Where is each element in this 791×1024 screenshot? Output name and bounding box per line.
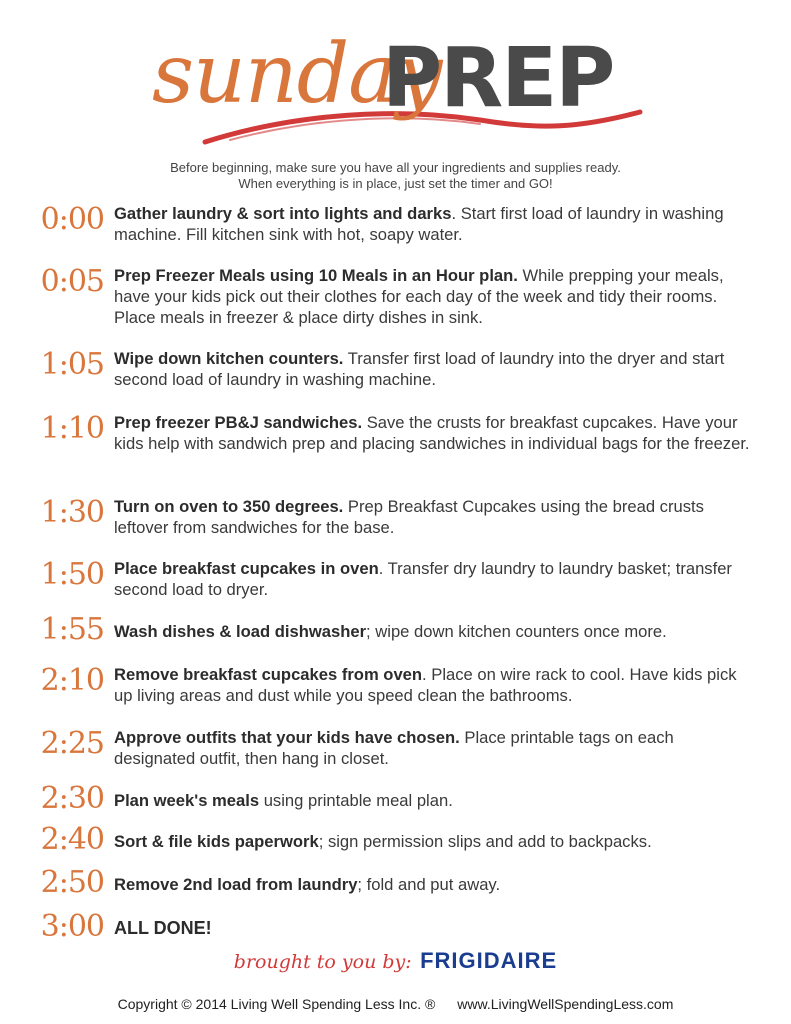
step-bold: Prep Freezer Meals using 10 Meals in an Hour plan. xyxy=(114,266,518,285)
step-description xyxy=(114,348,754,390)
step-description xyxy=(114,265,754,328)
step-description xyxy=(114,874,754,895)
step-description xyxy=(114,496,754,538)
step-text: . Place on wire rack to cool. Have kids pick up living areas and dust while you speed clean the bathrooms. xyxy=(114,665,737,705)
step-text: ; fold and put away. xyxy=(357,875,501,894)
step-description xyxy=(114,412,754,454)
step-time: 2:10 xyxy=(40,663,104,698)
step-bold: Remove breakfast cupcakes from oven xyxy=(114,665,423,684)
step-text: Save the crusts for breakfast cupcakes. Have your kids help with sandwich prep and placing sandwiches in individual bags for the freezer. xyxy=(114,413,750,453)
step-bold: Gather laundry & sort into lights and darks xyxy=(114,204,452,223)
step-bold: Place breakfast cupcakes in oven xyxy=(114,559,379,578)
step-time: 1:05 xyxy=(40,347,104,382)
step-bold: Remove 2nd load from laundry xyxy=(114,875,358,894)
step-text: . Transfer dry laundry to laundry basket; transfer second load to dryer. xyxy=(114,559,732,599)
step-description xyxy=(114,203,754,245)
step-text: ; wipe down kitchen counters once more. xyxy=(366,622,667,641)
step-text: Prep Breakfast Cupcakes using the bread crusts leftover from sandwiches for the base. xyxy=(114,497,704,537)
step-description xyxy=(114,831,754,852)
step-text: Transfer first load of laundry into the dryer and start second load of laundry in washing machine. xyxy=(114,349,725,389)
step-text: . Start first load of laundry in washing machine. Fill kitchen sink with hot, soapy water. xyxy=(114,204,724,244)
step-bold: Prep freezer PB&J sandwiches. xyxy=(114,413,363,432)
step-text: Place printable tags on each designated outfit, then hang in closet. xyxy=(114,728,674,768)
step-bold: Wipe down kitchen counters. xyxy=(114,349,344,368)
step-text: using printable meal plan. xyxy=(259,791,453,810)
step-time: 1:55 xyxy=(40,612,104,647)
step-text: ; sign permission slips and add to backpacks. xyxy=(318,832,652,851)
step-bold: ALL DONE! xyxy=(114,918,212,938)
step-time: 2:25 xyxy=(40,726,104,761)
step-time: 1:50 xyxy=(40,557,104,592)
step-description xyxy=(114,664,754,706)
website-link[interactable]: www.LivingWellSpendingLess.com xyxy=(457,996,674,1012)
frigidaire-logo: FRIGIDAIRE xyxy=(420,948,558,973)
step-bold: Approve outfits that your kids have chosen. xyxy=(114,728,460,747)
step-bold: Turn on oven to 350 degrees. xyxy=(114,497,344,516)
step-time: 1:10 xyxy=(40,411,104,446)
step-time: 2:50 xyxy=(40,865,104,900)
step-description xyxy=(114,558,754,600)
copyright-line xyxy=(0,996,791,1012)
intro-line-1: Before beginning, make sure you have all your ingredients and supplies ready. xyxy=(170,160,621,175)
step-description xyxy=(114,790,754,811)
step-time: 2:30 xyxy=(40,781,104,816)
step-time: 0:05 xyxy=(40,264,104,299)
step-time: 0:00 xyxy=(40,202,104,237)
title-prep: PREP xyxy=(382,31,614,126)
sponsor-line xyxy=(0,948,791,974)
copyright-text: Copyright © 2014 Living Well Spending Less Inc. ® xyxy=(117,996,436,1012)
brought-to-you-by: brought to you by: xyxy=(233,951,412,973)
intro-line-2: When everything is in place, just set the timer and GO! xyxy=(238,176,553,191)
title-sunday: sunday xyxy=(152,27,442,122)
step-description xyxy=(114,918,754,939)
step-time: 3:00 xyxy=(40,909,104,944)
step-bold: Wash dishes & load dishwasher xyxy=(114,622,367,641)
intro-text xyxy=(0,160,791,192)
header xyxy=(0,0,791,150)
step-text: While prepping your meals, have your kids pick out their clothes for each day of the week and tidy their rooms. Place meals in freezer & place dirty dishes in sink. xyxy=(114,266,724,327)
step-time: 1:30 xyxy=(40,495,104,530)
step-bold: Sort & file kids paperwork xyxy=(114,832,319,851)
step-description xyxy=(114,727,754,769)
step-bold: Plan week's meals xyxy=(114,791,260,810)
step-time: 2:40 xyxy=(40,822,104,857)
step-description xyxy=(114,621,754,642)
